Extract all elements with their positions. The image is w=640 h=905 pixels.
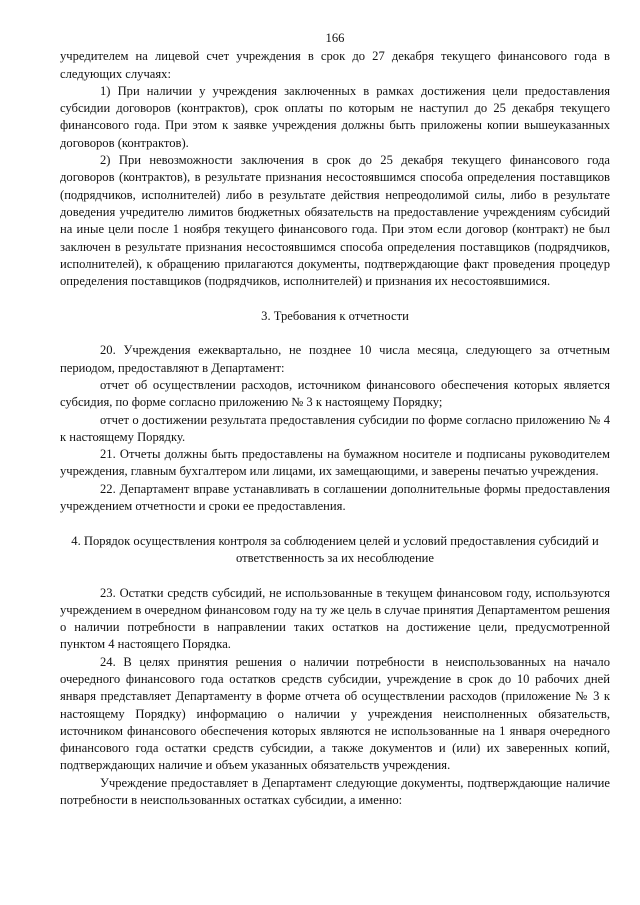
page-number: 166 (325, 31, 345, 45)
paragraph: 1) При наличии у учреждения заключенных в рамках достижения цели предоставления субсидии договоров (контрактов), срок оплаты по которым не наступил до 25 декабря текущего финансового года. При этом к заявке учреждения должны быть приложены копии вышеуказанных договоров (контрактов). (60, 83, 610, 150)
paragraph: 22. Департамент вправе устанавливать в соглашении дополнительные формы предоставления учреждением отчетности и сроки ее предоставления. (60, 481, 610, 514)
paragraph: Учреждение предоставляет в Департамент следующие документы, подтверждающие наличие потребности в неиспользованных остатках субсидии, а именно: (60, 775, 610, 808)
section-heading: 4. Порядок осуществления контроля за соблюдением целей и условий предоставления субсидий и ответственность за их несоблюдение (71, 533, 599, 565)
spacer (60, 515, 610, 532)
paragraph: 23. Остатки средств субсидий, не использованные в текущем финансовом году, используются учреждением в очередном финансовом году на ту же цель в случае принятия Департаментом решения о наличии потребности в направлении таких остатков на достижение цели, предусмотренной пунктом 4 настоящего Порядка. (60, 585, 610, 652)
paragraph: 21. Отчеты должны быть предоставлены на бумажном носителе и подписаны руководителем учреждения, главным бухгалтером или лицами, их замещающими, и заверены печатью учреждения. (60, 447, 610, 479)
section-heading: 3. Требования к отчетности (261, 308, 409, 323)
document-body (60, 48, 610, 809)
paragraph: 20. Учреждения ежеквартально, не позднее 10 числа месяца, следующего за отчетным периодом, предоставляют в Департамент: (60, 343, 610, 375)
paragraph: учредителем на лицевой счет учреждения в срок до 27 декабря текущего финансового года в следующих случаях: (60, 49, 610, 81)
spacer (60, 567, 610, 584)
paragraph: отчет о достижении результата предоставления субсидии по форме согласно приложению № 4 к настоящему Порядку. (60, 412, 610, 444)
spacer (60, 325, 610, 342)
paragraph: отчет об осуществлении расходов, источником финансового обеспечения которых является субсидия, по форме согласно приложению № 3 к настоящему Порядку; (60, 377, 610, 410)
paragraph: 2) При невозможности заключения в срок до 25 декабря текущего финансового года договоров (контрактов), в результате признания несостоявшимся способа определения поставщиков (подрядчиков, исполнителей) либо в результате действия непреодолимой силы, либо в результате доведения учредителю лимитов бюджетных обязательств на предоставление учреждениям субсидий на иные цели после 1 ноября текущего финансового года. При этом если договор (контракт) не был заключен в результате признания несостоявшимся способа определения поставщиков (подрядчиков, исполнителей), к обращению прилагаются документы, подтверждающие факт проведения процедур определения поставщиков (подрядчиков, исполнителей) и признания их несостоявшимися. (60, 153, 610, 289)
spacer (60, 290, 610, 307)
paragraph: 24. В целях принятия решения о наличии потребности в неиспользованных на начало очередного финансового года остатков средств субсидии, учреждение в срок до 10 рабочих дней января представляет Департаменту в форме отчета об осуществлении расходов (приложение № 3 к настоящему Порядку) информацию о наличии у учреждения неисполненных обязательств, источником финансового обеспечения которых являются не использованные на 1 января очередного финансового года остатки средств субсидии, а также документов и (или) их заверенных копий, подтверждающих наличие и объем указанных обязательств учреждения. (60, 654, 610, 773)
